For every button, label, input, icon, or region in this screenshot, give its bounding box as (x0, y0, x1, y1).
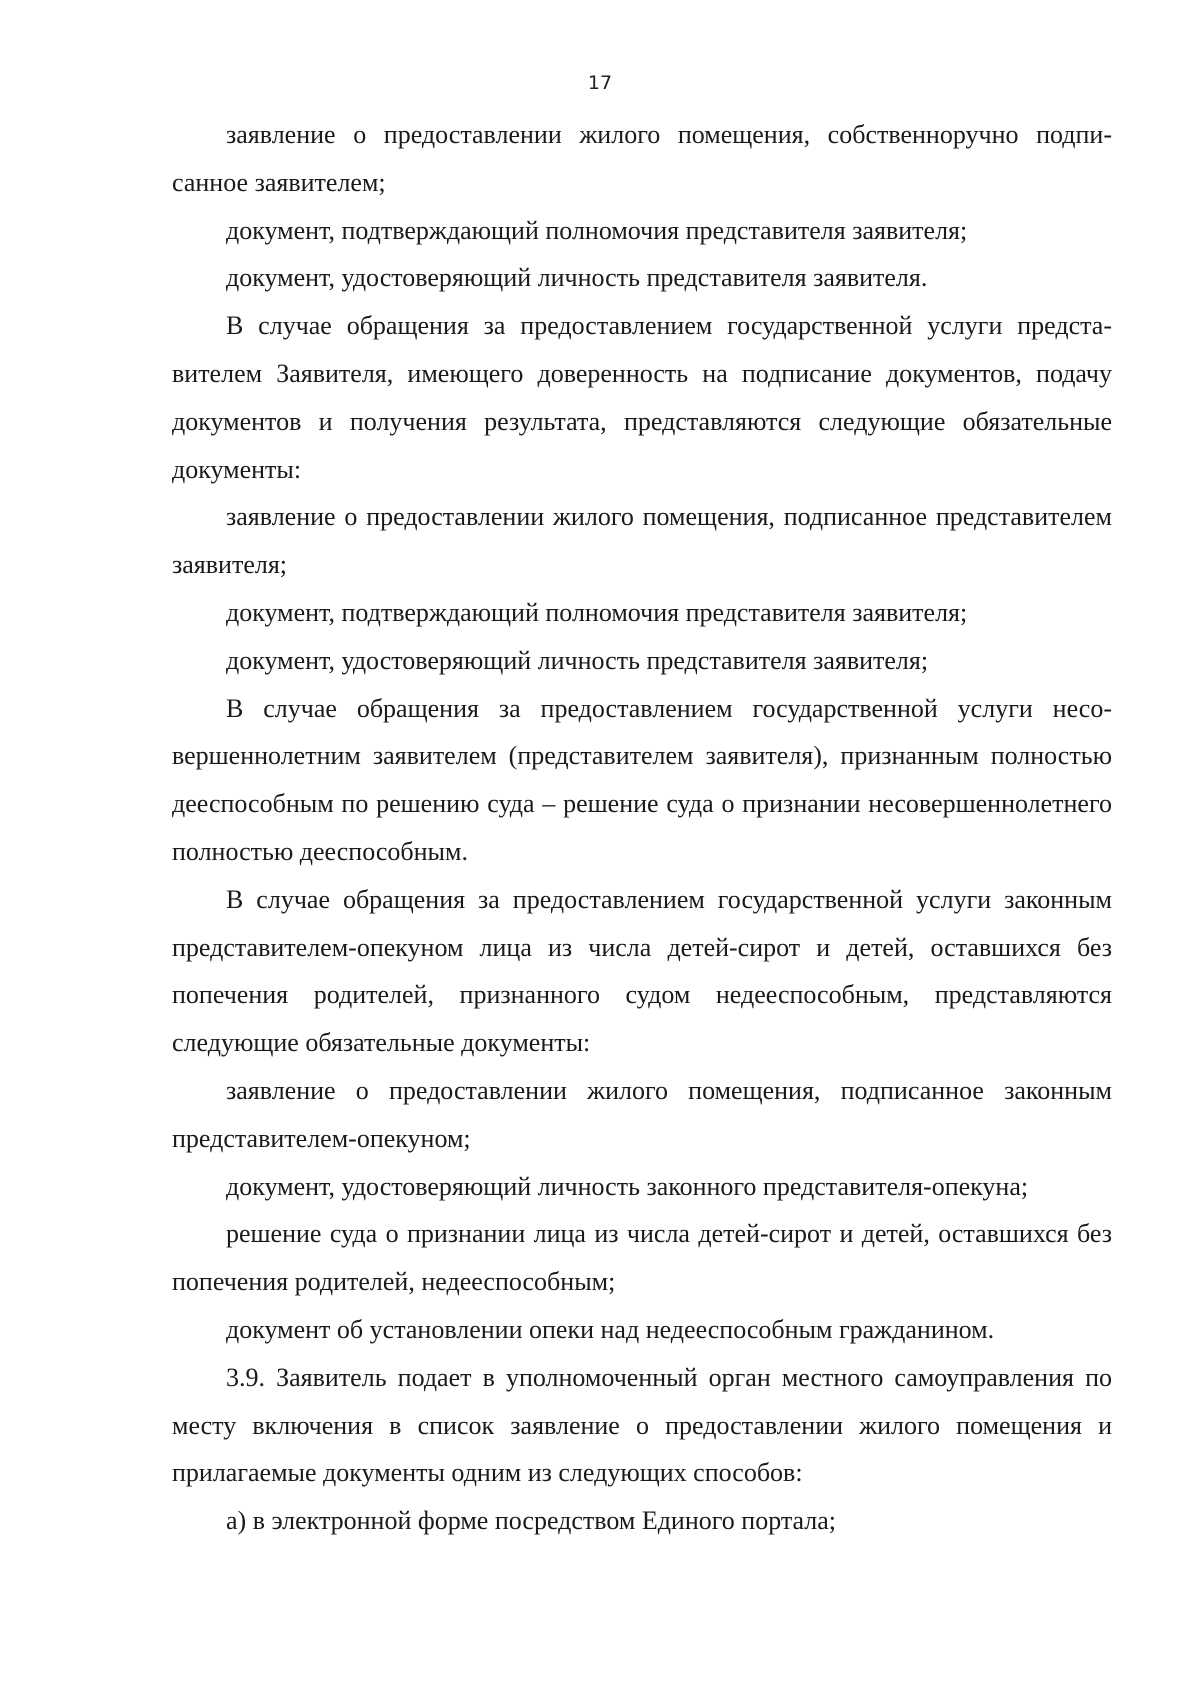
page-number: 17 (587, 72, 613, 94)
paragraph-guardianship-document: документ об установлении опеки над недееспособным гражданином. (226, 1314, 995, 1344)
paragraph-application-signed-by-representative: заявление о предоставлении жилого помещения, подписанное представителем заявителя; (172, 502, 1112, 580)
paragraph-legal-guardian-representative: В случае обращения за предоставлением государственной услуги законным представителем-опекуном лица из числа детей-сирот и детей, оставшихся без попечения родителей, признанного судом недееспособным, представляются следующие обязательные документы: (172, 884, 1112, 1058)
paragraph-application-signed-by-applicant: заявление о предоставлении жилого помещения, собственноручно подписанное заявителем; (172, 120, 1112, 197)
paragraph-court-decision-incapacity: решение суда о признании лица из числа детей-сирот и детей, оставшихся без попечения родителей, недееспособным; (172, 1219, 1112, 1297)
paragraph-representative-identity-document-2: документ, удостоверяющий личность представителя заявителя; (226, 645, 929, 675)
paragraph-representative-authority-document: документ, подтверждающий полномочия представителя заявителя; (226, 215, 968, 245)
paragraph-guardian-identity-document: документ, удостоверяющий личность законного представителя-опекуна; (226, 1171, 1029, 1201)
paragraph-electronic-form-unified-portal: а) в электронной форме посредством Единого портала; (226, 1506, 837, 1536)
paragraph-application-signed-by-guardian: заявление о предоставлении жилого помещения, подписанное законным представителем-опекуном; (172, 1075, 1112, 1153)
paragraph-representative-with-power-of-attorney: В случае обращения за предоставлением государственной услуги представителем Заявителя, имеющего доверенность на подписание документов, подачу документов и получения результата, представляются следующие обязательные документы: (172, 311, 1112, 484)
paragraph-representative-identity-document: документ, удостоверяющий личность представителя заявителя. (226, 263, 928, 293)
paragraph-representative-authority-document-2: документ, подтверждающий полномочия представителя заявителя; (226, 597, 968, 627)
document-body (172, 111, 1112, 1545)
paragraph-minor-applicant-court-decision: В случае обращения за предоставлением государственной услуги несовершеннолетним заявителем (представителем заявителя), признанным полностью дееспособным по решению суда – решение суда о признании несовершеннолетнего полностью дееспособным. (172, 693, 1112, 866)
paragraph-section-3-9: 3.9. Заявитель подает в уполномоченный орган местного самоуправления по месту включения в список заявление о предоставлении жилого помещения и прилагаемые документы одним из следующих способов: (172, 1362, 1112, 1488)
